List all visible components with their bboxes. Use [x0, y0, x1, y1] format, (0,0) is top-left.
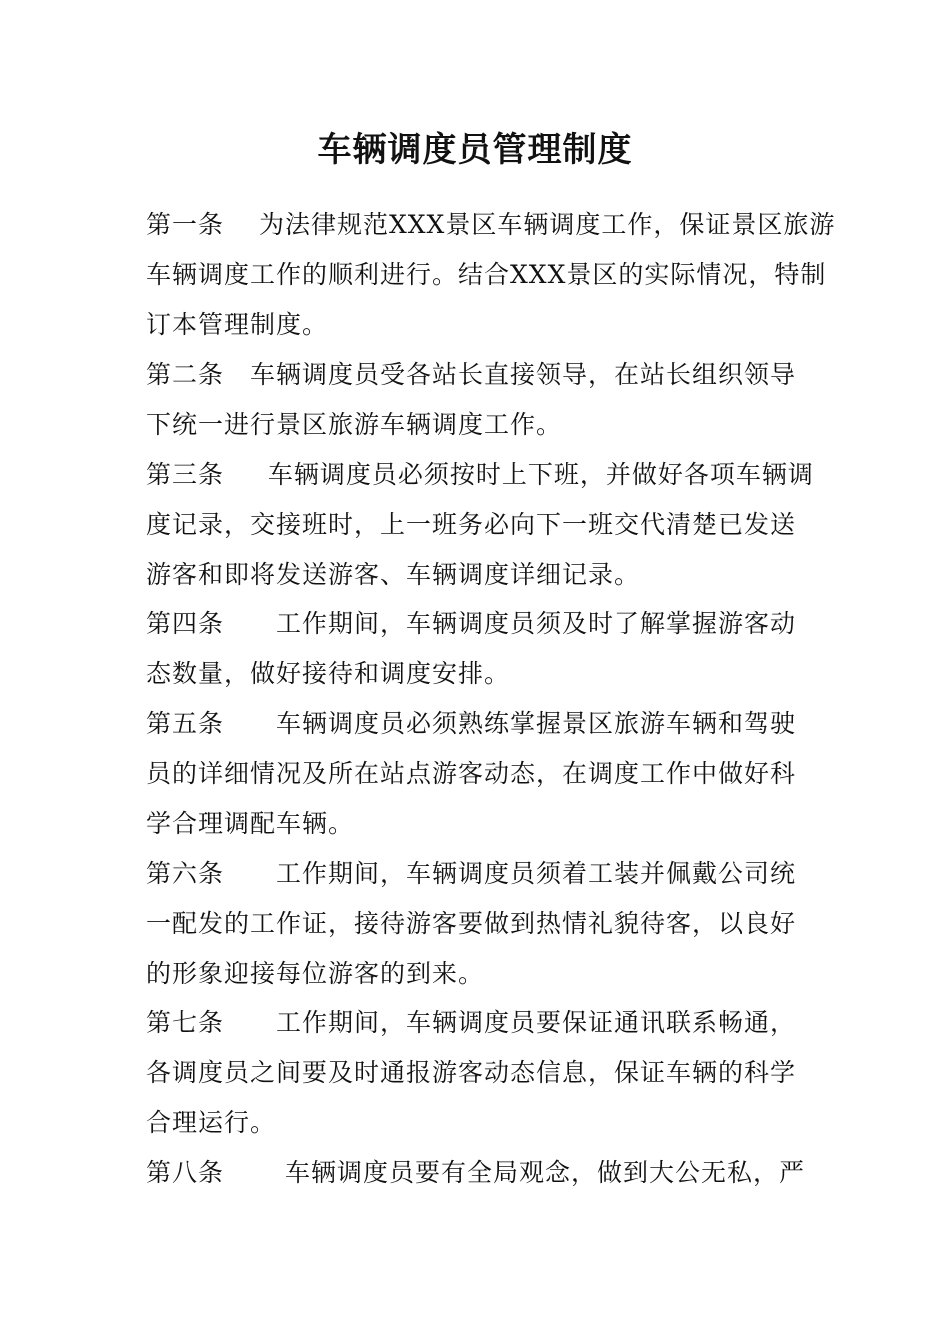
text-line: 第八条 车辆调度员要有全局观念，做到大公无私，严 — [146, 1158, 805, 1187]
text-line: 第二条 车辆调度员受各站长直接领导，在站长组织领导 — [146, 360, 797, 389]
text-line: 第一条 为法律规范XXX景区车辆调度工作，保证景区旅游 — [146, 210, 836, 239]
text-line: 度记录，交接班时，上一班务必向下一班交代清楚已发送 — [146, 510, 797, 539]
text-line: 的形象迎接每位游客的到来。 — [146, 959, 485, 988]
text-line: 各调度员之间要及时通报游客动态信息，保证车辆的科学 — [146, 1058, 797, 1087]
text-line: 第七条 工作期间，车辆调度员要保证通讯联系畅通， — [146, 1008, 797, 1037]
text-line: 第五条 车辆调度员必须熟练掌握景区旅游车辆和驾驶 — [146, 709, 797, 738]
text-line: 合理运行。 — [146, 1108, 277, 1137]
text-line: 第三条 车辆调度员必须按时上下班，并做好各项车辆调 — [146, 460, 814, 489]
document-title: 车辆调度员管理制度 — [317, 130, 633, 170]
text-line: 员的详细情况及所在站点游客动态，在调度工作中做好科 — [146, 759, 797, 788]
text-line: 游客和即将发送游客、车辆调度详细记录。 — [146, 560, 641, 589]
text-line: 下统一进行景区旅游车辆调度工作。 — [146, 410, 563, 439]
text-line: 订本管理制度。 — [146, 310, 329, 339]
text-line: 第六条 工作期间，车辆调度员须着工装并佩戴公司统 — [146, 859, 797, 888]
text-line: 学合理调配车辆。 — [146, 809, 355, 838]
text-line: 车辆调度工作的顺利进行。结合XXX景区的实际情况，特制 — [146, 260, 827, 289]
text-line: 态数量，做好接待和调度安排。 — [146, 659, 511, 688]
text-line: 第四条 工作期间，车辆调度员须及时了解掌握游客动 — [146, 609, 797, 638]
text-line: 一配发的工作证，接待游客要做到热情礼貌待客，以良好 — [146, 909, 797, 938]
